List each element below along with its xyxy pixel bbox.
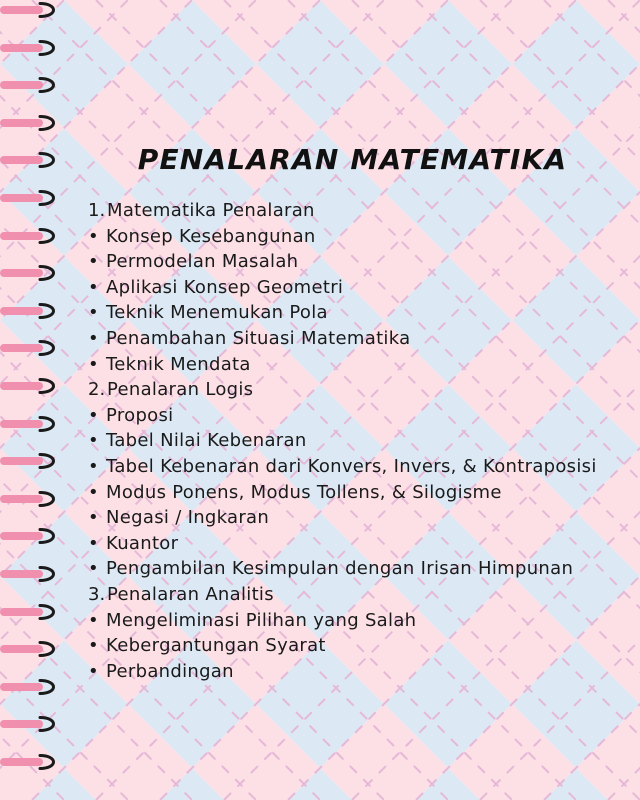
spiral-ring [0, 679, 62, 695]
list-item [88, 659, 597, 685]
list-item-text: Konsep Kesebangunan [106, 225, 316, 247]
bullet-marker: • [88, 558, 99, 580]
spiral-ring [0, 190, 62, 206]
spiral-ring [0, 152, 62, 168]
bullet-marker: • [88, 532, 99, 554]
spiral-ring [0, 491, 62, 507]
list-item-text: Permodelan Masalah [106, 251, 299, 273]
list-item [88, 428, 597, 454]
list-item [88, 505, 597, 531]
list-item-text: Kebergantungan Syarat [106, 635, 326, 657]
bullet-marker: • [88, 225, 99, 247]
spiral-ring [0, 115, 62, 131]
spiral-ring [0, 228, 62, 244]
list-item-text: Kuantor [106, 532, 179, 554]
bullet-marker: • [88, 507, 99, 529]
list-item [88, 352, 597, 378]
bullet-marker: • [88, 430, 99, 452]
bullet-marker: • [88, 635, 99, 657]
list-item [88, 556, 597, 582]
list-item [88, 300, 597, 326]
bullet-marker: • [88, 353, 99, 375]
list-item-text: Matematika Penalaran [107, 200, 315, 221]
spiral-ring [0, 265, 62, 281]
list-item [88, 403, 597, 429]
list-item [88, 531, 597, 557]
list-item-text: Perbandingan [106, 660, 234, 682]
section-number: 3. [88, 583, 106, 605]
spiral-ring [0, 754, 62, 770]
bullet-marker: • [88, 327, 99, 349]
bullet-marker: • [88, 455, 99, 477]
spiral-ring [0, 303, 62, 319]
spiral-ring [0, 416, 62, 432]
list-item-text: Teknik Menemukan Pola [106, 302, 328, 324]
list-item-text: Proposi [106, 404, 174, 426]
list-item [88, 224, 597, 250]
spiral-ring [0, 340, 62, 356]
bullet-marker: • [88, 660, 99, 682]
spiral-ring [0, 40, 62, 56]
list-item-text: Penalaran Logis [107, 379, 254, 401]
list-item [88, 480, 597, 506]
spiral-ring [0, 604, 62, 620]
list-item-text: Penambahan Situasi Matematika [106, 327, 411, 349]
section-heading [88, 582, 597, 608]
list-item-text: Negasi / Ingkaran [106, 507, 270, 529]
bullet-marker: • [88, 481, 99, 503]
section-heading [88, 377, 597, 403]
list-item-text: Tabel Kebenaran dari Konvers, Invers, & Kontraposisi [106, 455, 597, 477]
spiral-ring [0, 641, 62, 657]
list-item [88, 454, 597, 480]
list-item [88, 633, 597, 659]
list-item-text: Tabel Nilai Kebenaran [106, 430, 307, 452]
bullet-marker: • [88, 276, 99, 298]
topic-list [88, 198, 597, 684]
list-item-text: Pengambilan Kesimpulan dengan Irisan Himpunan [106, 558, 574, 580]
spiral-ring [0, 2, 62, 18]
bullet-marker: • [88, 302, 99, 324]
spiral-ring [0, 566, 62, 582]
spiral-ring [0, 716, 62, 732]
spiral-ring [0, 77, 62, 93]
section-number: 2. [88, 379, 106, 401]
page-title: PENALARAN MATEMATIKA [137, 143, 568, 176]
spiral-ring [0, 528, 62, 544]
list-item-text: Mengeliminasi Pilihan yang Salah [106, 609, 417, 631]
list-item [88, 608, 597, 634]
section-heading [88, 198, 597, 224]
spiral-ring [0, 378, 62, 394]
spiral-binding [0, 0, 70, 800]
spiral-ring [0, 453, 62, 469]
list-item-text: Penalaran Analitis [107, 583, 274, 605]
list-item [88, 275, 597, 301]
list-item-text: Aplikasi Konsep Geometri [106, 276, 344, 298]
bullet-marker: • [88, 609, 99, 631]
list-item [88, 249, 597, 275]
list-item-text: Modus Ponens, Modus Tollens, & Silogisme [106, 481, 502, 503]
list-item [88, 326, 597, 352]
list-item-text: Teknik Mendata [106, 353, 251, 375]
bullet-marker: • [88, 251, 99, 273]
section-number: 1. [88, 200, 106, 221]
bullet-marker: • [88, 404, 99, 426]
